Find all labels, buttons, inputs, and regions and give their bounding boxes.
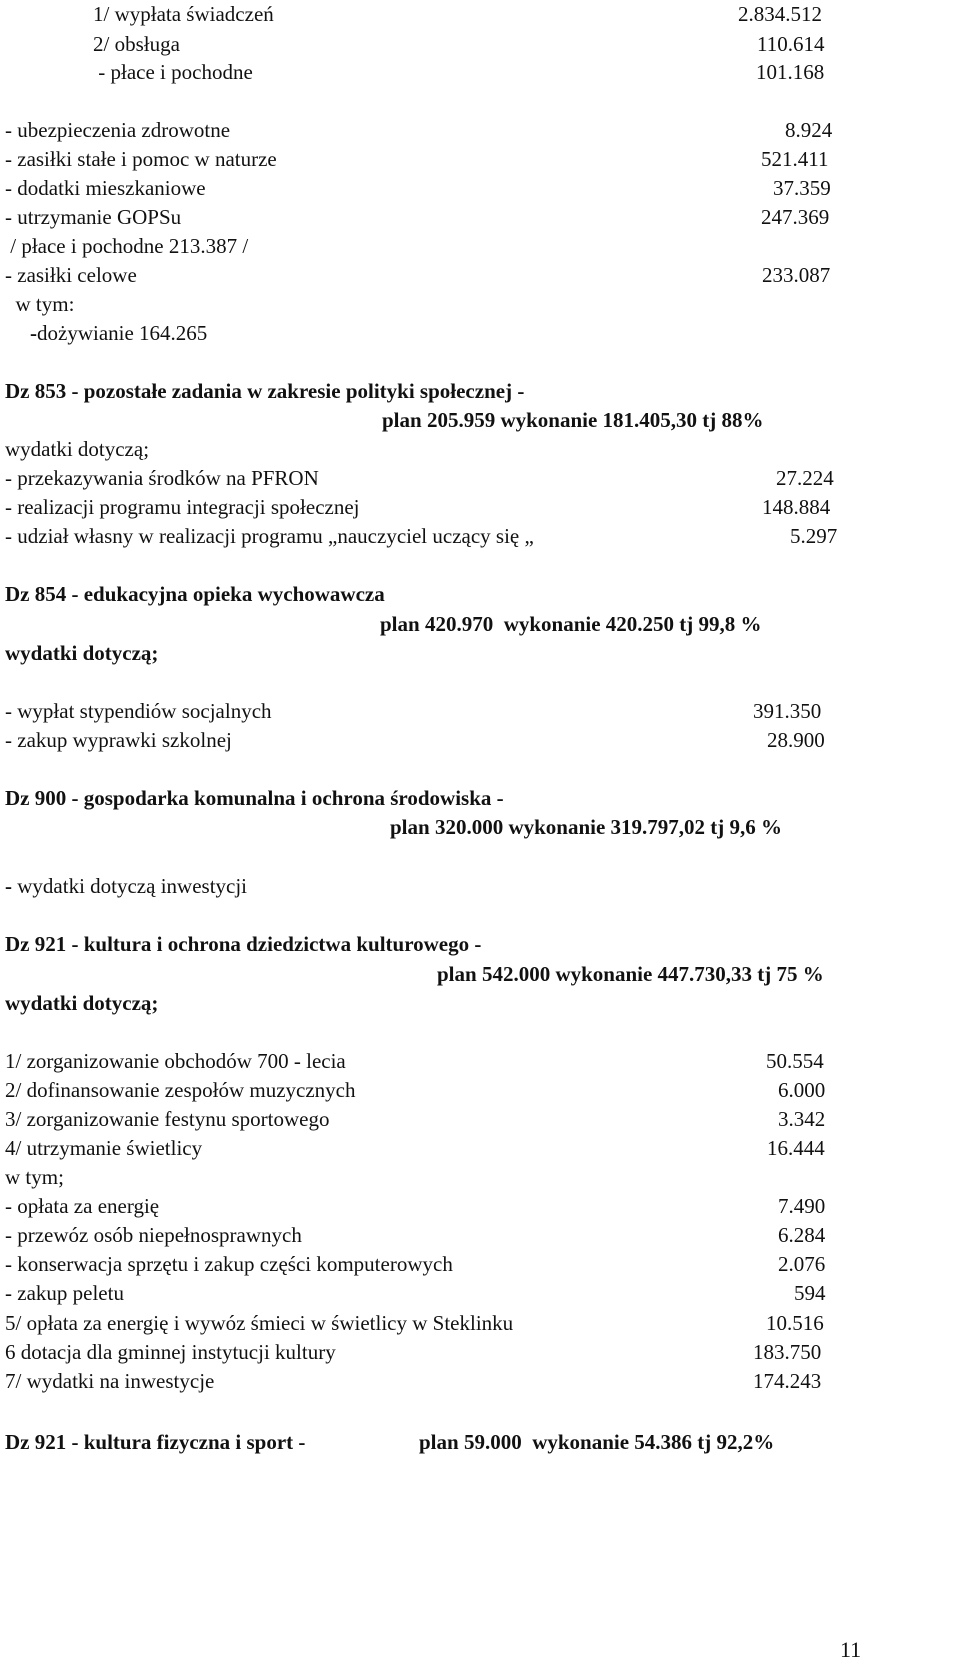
item-label: - płace i pochodne bbox=[93, 60, 253, 84]
section-plan: plan 59.000 wykonanie 54.386 tj 92,2% bbox=[419, 1430, 775, 1454]
item-label: - zakup peletu bbox=[5, 1281, 124, 1305]
page-number: 11 bbox=[840, 1637, 862, 1662]
item-label: 1/ wypłata świadczeń bbox=[93, 2, 274, 26]
section-heading: Dz 921 - kultura fizyczna i sport - bbox=[5, 1430, 306, 1454]
item-value: 8.924 bbox=[785, 118, 833, 142]
section-plan: plan 205.959 wykonanie 181.405,30 tj 88% bbox=[382, 408, 764, 432]
item-label: - zakup wyprawki szkolnej bbox=[5, 728, 232, 752]
item-value: 5.297 bbox=[790, 524, 838, 548]
item-value: 183.750 bbox=[753, 1340, 822, 1364]
section-plan: plan 420.970 wykonanie 420.250 tj 99,8 % bbox=[380, 612, 762, 636]
item-label: 7/ wydatki na inwestycje bbox=[5, 1369, 215, 1393]
item-value: 6.284 bbox=[778, 1223, 826, 1247]
item-value: 37.359 bbox=[773, 176, 831, 200]
dash-marker: - bbox=[30, 321, 37, 345]
item-label: 1/ zorganizowanie obchodów 700 - lecia bbox=[5, 1049, 346, 1073]
item-label: - udział własny w realizacji programu „nauczyciel uczący się „ bbox=[5, 524, 534, 548]
section-subheading: wydatki dotyczą; bbox=[5, 641, 159, 665]
section-note bbox=[5, 876, 247, 897]
item-label: 6 dotacja dla gminnej instytucji kultury bbox=[5, 1340, 336, 1364]
item-value: 391.350 bbox=[753, 699, 822, 723]
item-value: 2.834.512 bbox=[738, 2, 822, 26]
item-value: 50.554 bbox=[766, 1049, 824, 1073]
section-heading: Dz 900 - gospodarka komunalna i ochrona środowiska - bbox=[5, 786, 504, 810]
item-label: - realizacji programu integracji społecznej bbox=[5, 495, 360, 519]
item-label: - zasiłki celowe bbox=[5, 263, 137, 287]
item-label: / płace i pochodne 213.387 / bbox=[5, 234, 249, 258]
item-value: 27.224 bbox=[776, 466, 834, 490]
item-value: 521.411 bbox=[761, 147, 829, 171]
section-heading: Dz 853 - pozostałe zadania w zakresie polityki społecznej - bbox=[5, 379, 525, 403]
item-value: 10.516 bbox=[766, 1311, 824, 1335]
section-heading: Dz 921 - kultura i ochrona dziedzictwa kulturowego - bbox=[5, 932, 482, 956]
item-label: w tym: bbox=[5, 292, 75, 316]
item-label: - ubezpieczenia zdrowotne bbox=[5, 118, 231, 142]
item-label: 5/ opłata za energię i wywóz śmieci w świetlicy w Steklinku bbox=[5, 1311, 514, 1335]
item-value: 110.614 bbox=[757, 32, 825, 56]
section-plan: plan 320.000 wykonanie 319.797,02 tj 9,6 % bbox=[390, 815, 783, 839]
section-heading: Dz 854 - edukacyjna opieka wychowawcza bbox=[5, 582, 385, 606]
item-label: - dodatki mieszkaniowe bbox=[5, 176, 206, 200]
item-value: 28.900 bbox=[767, 728, 825, 752]
item-label bbox=[30, 323, 207, 344]
item-value: 16.444 bbox=[767, 1136, 825, 1160]
item-value: 174.243 bbox=[753, 1369, 822, 1393]
item-label: - przewóz osób niepełnosprawnych bbox=[5, 1223, 302, 1247]
section-note-text: wydatki dotyczą inwestycji bbox=[12, 874, 248, 898]
item-value: 247.369 bbox=[761, 205, 830, 229]
item-label: - zasiłki stałe i pomoc w naturze bbox=[5, 147, 277, 171]
item-value: 148.884 bbox=[762, 495, 831, 519]
section-plan: plan 542.000 wykonanie 447.730,33 tj 75 % bbox=[437, 962, 824, 986]
item-label: 4/ utrzymanie świetlicy bbox=[5, 1136, 203, 1160]
item-label-text: dożywianie 164.265 bbox=[37, 321, 208, 345]
item-label: - przekazywania środków na PFRON bbox=[5, 466, 319, 490]
item-label: - opłata za energię bbox=[5, 1194, 160, 1218]
section-subheading: wydatki dotyczą; bbox=[5, 437, 150, 461]
item-value: 2.076 bbox=[778, 1252, 826, 1276]
item-value: 6.000 bbox=[778, 1078, 826, 1102]
item-value: 101.168 bbox=[756, 60, 825, 84]
section-subheading: wydatki dotyczą; bbox=[5, 991, 159, 1015]
item-label: 2/ obsługa bbox=[93, 32, 180, 56]
item-label: 3/ zorganizowanie festynu sportowego bbox=[5, 1107, 330, 1131]
dash-marker: - bbox=[5, 874, 12, 898]
item-label: 2/ dofinansowanie zespołów muzycznych bbox=[5, 1078, 356, 1102]
item-label: - utrzymanie GOPSu bbox=[5, 205, 182, 229]
item-value: 594 bbox=[794, 1281, 826, 1305]
item-value: 7.490 bbox=[778, 1194, 826, 1218]
item-label: - konserwacja sprzętu i zakup części komputerowych bbox=[5, 1252, 453, 1276]
item-label: - wypłat stypendiów socjalnych bbox=[5, 699, 272, 723]
item-value: 233.087 bbox=[762, 263, 831, 287]
item-value: 3.342 bbox=[778, 1107, 826, 1131]
item-label: w tym; bbox=[5, 1165, 64, 1189]
